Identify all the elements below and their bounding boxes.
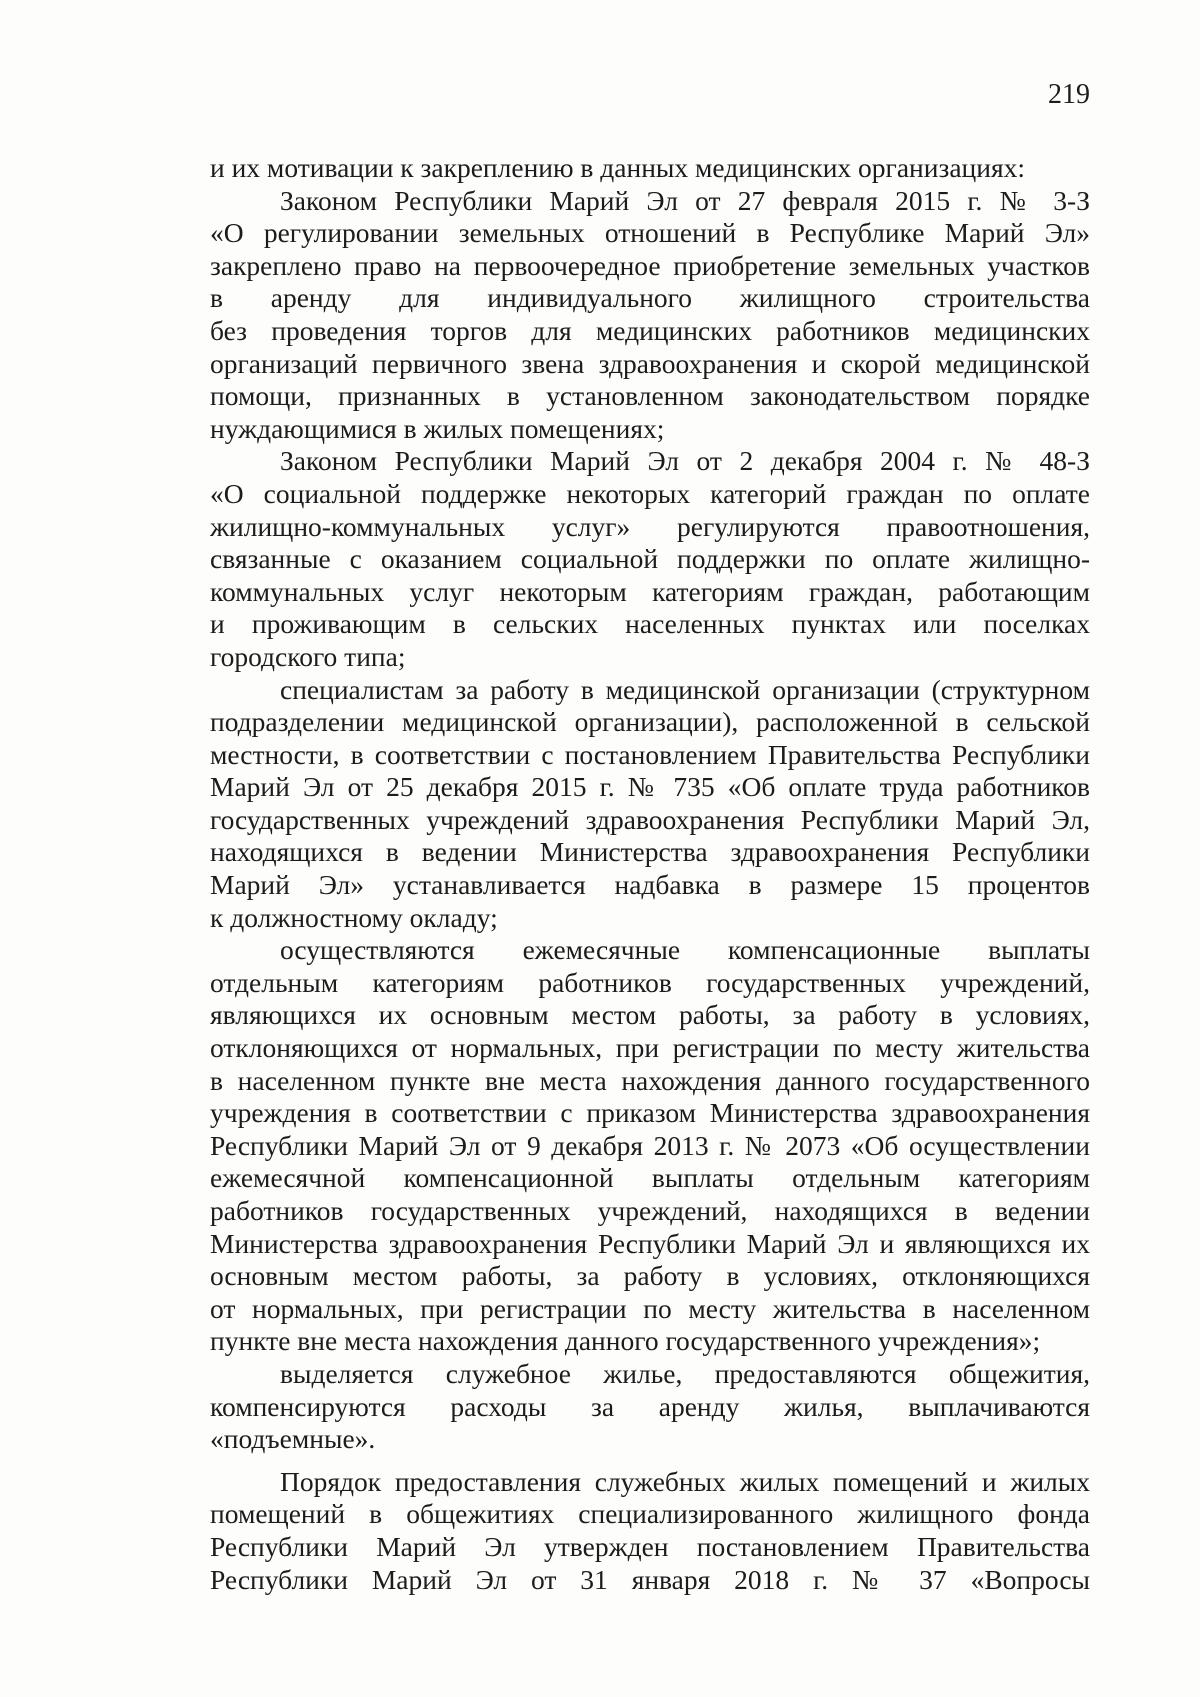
text-line: отдельным категориям работников государственных учреждений, (210, 966, 1090, 998)
text-line: специалистам за работу в медицинской организации (структурном (280, 673, 1090, 705)
text-line: пункте вне места нахождения данного государственного учреждения»; (210, 1325, 1041, 1357)
text-line: работников государственных учреждений, находящихся в ведении (210, 1195, 1090, 1226)
page-number: 219 (1048, 79, 1090, 110)
text-line: Республики Марий Эл утвержден постановлением Правительства (210, 1530, 1090, 1562)
text-line: и проживающим в сельских населенных пунктах или поселках (210, 608, 1090, 640)
text-line: ежемесячной компенсационной выплаты отдельным категориям (210, 1162, 1090, 1194)
text-line: Республики Марий Эл от 9 декабря 2013 г. № 2073 «Об осуществлении (210, 1129, 1090, 1161)
text-line: коммунальных услуг некоторым категориям граждан, работающим (210, 575, 1090, 607)
text-line: Марий Эл» устанавливается надбавка в размере 15 процентов (210, 869, 1090, 901)
text-line: Республики Марий Эл от 31 января 2018 г. № 37 «Вопросы (210, 1563, 1090, 1595)
text-line: без проведения торгов для медицинских работников медицинских (210, 314, 1090, 346)
text-line: «О социальной поддержке некоторых категорий граждан по оплате (210, 477, 1090, 509)
text-line: Порядок предоставления служебных жилых помещений и жилых (280, 1465, 1090, 1497)
text-line: к должностному окладу; (210, 901, 498, 933)
text-line: «О регулировании земельных отношений в Республике Марий Эл» (210, 217, 1090, 249)
text-line: Законом Республики Марий Эл от 27 февраля 2015 г. № 3-З (280, 184, 1090, 216)
text-line: выделяется служебное жилье, предоставляются общежития, (280, 1357, 1090, 1389)
text-line: «подъемные». (210, 1423, 376, 1455)
text-line: связанные с оказанием социальной поддержки по оплате жилищно- (210, 543, 1090, 575)
text-line: организаций первичного звена здравоохранения и скорой медицинской (210, 347, 1090, 379)
text-line: отклоняющихся от нормальных, при регистрации по месту жительства (210, 1032, 1090, 1064)
text-line: от нормальных, при регистрации по месту жительства в населенном (210, 1292, 1090, 1324)
text-line: основным местом работы, за работу в условиях, отклоняющихся (210, 1260, 1090, 1292)
text-line: в аренду для индивидуального жилищного строительства (210, 282, 1090, 314)
text-line: помощи, признанных в установленном законодательством порядке (210, 380, 1090, 412)
document-body-text (210, 152, 1090, 1596)
text-line: закреплено право на первоочередное приобретение земельных участков (210, 249, 1090, 281)
text-line: городского типа; (210, 640, 406, 672)
text-line: осуществляются ежемесячные компенсационные выплаты (280, 934, 1090, 966)
text-line: учреждения в соответствии с приказом Министерства здравоохранения (210, 1097, 1090, 1129)
text-line: подразделении медицинской организации), расположенной в сельской (210, 706, 1090, 738)
text-line: в населенном пункте вне места нахождения данного государственного (210, 1064, 1090, 1096)
text-line: и их мотивации к закреплению в данных медицинских организациях: (210, 152, 1025, 183)
text-line: компенсируются расходы за аренду жилья, выплачиваются (210, 1390, 1090, 1422)
text-line: помещений в общежитиях специализированного жилищного фонда (210, 1498, 1090, 1530)
text-line: Законом Республики Марий Эл от 2 декабря 2004 г. № 48-З (280, 445, 1090, 477)
text-line: нуждающимися в жилых помещениях; (210, 412, 665, 444)
text-line: Министерства здравоохранения Республики Марий Эл и являющихся их (210, 1227, 1090, 1259)
text-line: жилищно-коммунальных услуг» регулируются правоотношения, (210, 510, 1090, 542)
text-line: находящихся в ведении Министерства здравоохранения Республики (210, 836, 1090, 868)
text-line: местности, в соответствии с постановлением Правительства Республики (210, 738, 1090, 770)
text-line: государственных учреждений здравоохранения Республики Марий Эл, (210, 803, 1090, 835)
text-line: Марий Эл от 25 декабря 2015 г. № 735 «Об оплате труда работников (210, 771, 1090, 803)
text-line: являющихся их основным местом работы, за работу в условиях, (210, 999, 1090, 1031)
